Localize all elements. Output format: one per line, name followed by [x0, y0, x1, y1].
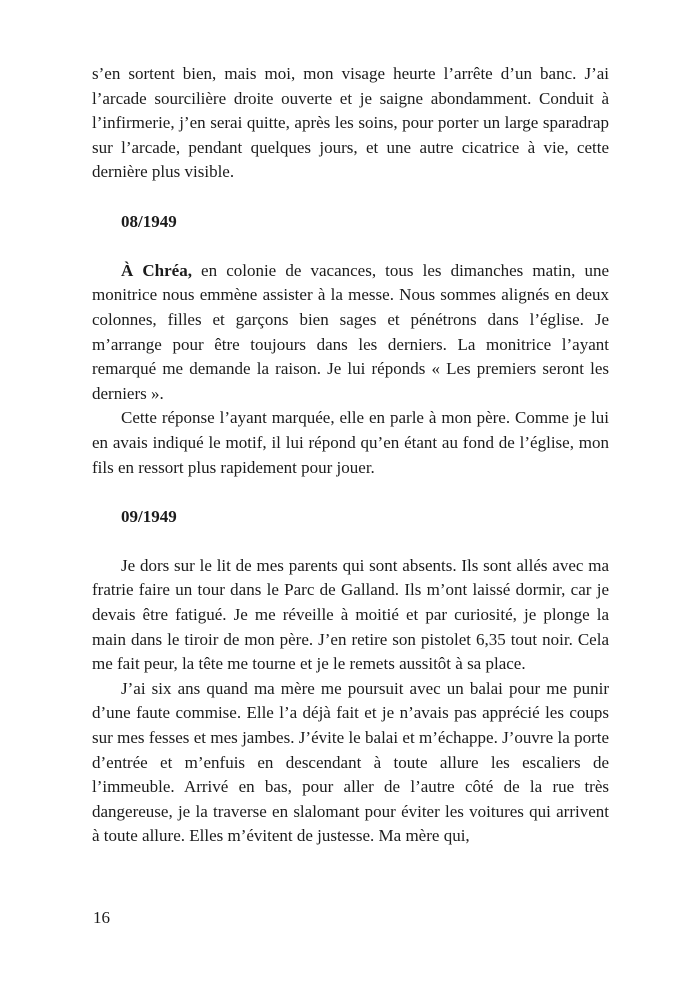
paragraph [92, 259, 609, 407]
paragraph-continuation: s’en sortent bien, mais moi, mon visage heurte l’arrête d’un banc. J’ai l’arcade sourcilière droite ouverte et je saigne abondamment. Conduit à l’infirmerie, j’en serai quitte, après les soins, pour porter un large sparadrap sur l’arcade, pendant quelques jours, et une autre cicatrice à vie, cette dernière plus visible. [92, 64, 609, 182]
page-body [92, 62, 609, 849]
date-heading-09-1949: 09/1949 [121, 506, 177, 526]
paragraph: Je dors sur le lit de mes parents qui sont absents. Ils sont allés avec ma fratrie faire un tour dans le Parc de Galland. Ils m’ont laissé dormir, car je devais être fatigué. Je me réveille à moitié et par curiosité, je plonge la main dans le tiroir de mon père. J’en retire son pistolet 6,35 tout noir. Cela me fait peur, la tête me tourne et je le remets aussitôt à sa place. [92, 555, 609, 674]
paragraph-lead-bold: À Chréa, [121, 260, 192, 280]
date-heading-08-1949: 08/1949 [121, 211, 177, 231]
paragraph-text: en colonie de vacances, tous les dimanches matin, une monitrice nous emmène assister à la messe. Nous sommes alignés en deux colonnes, filles et garçons bien sages et pénétrons dans l’église. Je m’arrange pour être toujours dans les derniers. La monitrice l’ayant remarqué me demande la raison. Je lui réponds « Les premiers seront les derniers ». [92, 260, 609, 403]
page-number: 16 [93, 908, 110, 927]
paragraph: J’ai six ans quand ma mère me poursuit avec un balai pour me punir d’une faute commise. Elle l’a déjà fait et je n’avais pas apprécié les coups sur mes fesses et mes jambes. J’évite le balai et m’échappe. J’ouvre la porte d’entrée et m’enfuis en descendant à toute allure les escaliers de l’immeuble. Arrivé en bas, pour aller de l’autre côté de la rue très dangereuse, je la traverse en slalomant pour éviter les voitures qui arrivent à toute allure. Elles m’évitent de justesse. Ma mère qui, [92, 678, 609, 846]
paragraph: Cette réponse l’ayant marquée, elle en parle à mon père. Comme je lui en avais indiqué le motif, il lui répond qu’en étant au fond de l’église, mon fils en ressort plus rapidement pour jouer. [92, 408, 609, 477]
